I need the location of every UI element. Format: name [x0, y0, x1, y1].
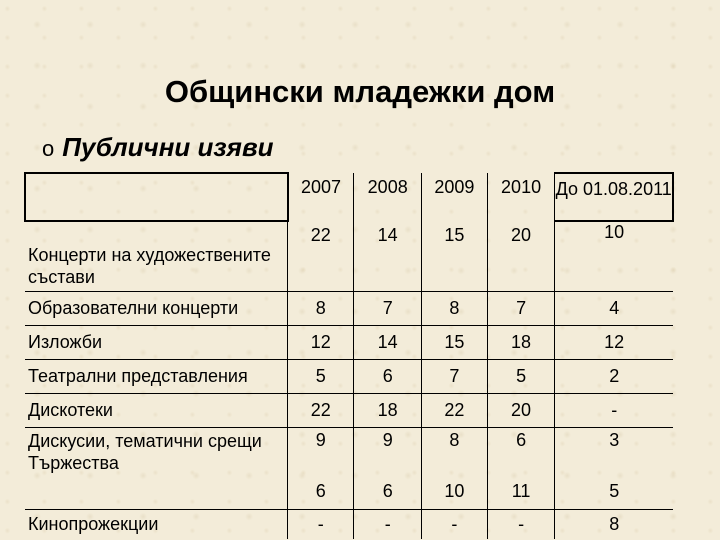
slide-title: Общински младежки дом — [164, 74, 556, 109]
cell-value: 8 — [288, 291, 354, 325]
cell-value: 3 — [609, 429, 620, 450]
cell-value: 12 — [288, 325, 354, 359]
row-label: Дискусии, тематични срещи — [28, 430, 262, 451]
cell-value: 6 — [354, 359, 422, 393]
cell-value: 7 — [354, 291, 422, 325]
cell-value: 6 — [315, 480, 326, 501]
table-row-merged — [25, 427, 673, 509]
cell-value: 14 — [354, 325, 422, 359]
cell-value: 8 — [555, 509, 673, 539]
table-row — [25, 359, 673, 393]
cell-value: 6 — [382, 480, 393, 501]
row-label: Концерти на художествените състави — [25, 221, 288, 291]
cell-value: - — [288, 509, 354, 539]
cell-value: 22 — [288, 393, 354, 427]
header-until-2011: До 01.08.2011 — [555, 173, 673, 221]
row-label: Образователни концерти — [25, 291, 288, 325]
cell-pair — [288, 427, 354, 509]
row-label: Изложби — [25, 325, 288, 359]
cell-value: - — [487, 509, 555, 539]
cell-pair — [555, 427, 673, 509]
cell-value: 10 — [555, 221, 673, 291]
cell-value: - — [422, 509, 488, 539]
cell-value: 12 — [555, 325, 673, 359]
header-year-2008: 2008 — [354, 173, 422, 221]
cell-value: 7 — [487, 291, 555, 325]
cell-value: 20 — [487, 393, 555, 427]
cell-value: 8 — [422, 291, 488, 325]
cell-value: 5 — [288, 359, 354, 393]
cell-value: 22 — [422, 393, 488, 427]
row-label: Тържества — [28, 452, 119, 473]
subtitle-text: Публични изяви — [62, 132, 274, 162]
cell-value: 7 — [422, 359, 488, 393]
table-header-row — [25, 173, 673, 221]
cell-value: 20 — [487, 221, 555, 291]
cell-value: 8 — [449, 429, 460, 450]
row-label: Кинопрожекции — [28, 514, 159, 535]
cell-value: 15 — [422, 221, 488, 291]
cell-value: - — [555, 393, 673, 427]
cell-value: 22 — [288, 221, 354, 291]
table-row — [25, 393, 673, 427]
cell-pair — [487, 427, 555, 509]
cell-value: 5 — [487, 359, 555, 393]
cell-pair — [422, 427, 488, 509]
cell-value: 18 — [354, 393, 422, 427]
cell-value: 14 — [354, 221, 422, 291]
cell-value: 2 — [555, 359, 673, 393]
cell-value: 9 — [382, 429, 393, 450]
row-label: Дискотеки — [25, 393, 288, 427]
row-label: Театрални представления — [25, 359, 288, 393]
cell-value: 9 — [315, 429, 326, 450]
cell-value: 11 — [511, 480, 531, 501]
cell-value: 18 — [487, 325, 555, 359]
table-row — [25, 221, 673, 291]
table-row — [25, 291, 673, 325]
bullet-circle-icon: o — [42, 136, 55, 161]
header-year-2007: 2007 — [288, 173, 354, 221]
header-year-2010: 2010 — [487, 173, 555, 221]
header-empty-cell — [25, 173, 288, 221]
events-table — [24, 172, 674, 539]
table-row — [25, 509, 673, 539]
subtitle-bullet — [42, 132, 274, 163]
cell-value: 15 — [422, 325, 488, 359]
cell-value: 5 — [609, 480, 620, 501]
cell-pair — [354, 427, 422, 509]
cell-value: 10 — [444, 480, 465, 501]
cell-value: 4 — [555, 291, 673, 325]
header-year-2009: 2009 — [422, 173, 488, 221]
cell-value: - — [354, 509, 422, 539]
cell-value: 6 — [516, 429, 527, 450]
row-label-group — [25, 427, 288, 509]
table-row — [25, 325, 673, 359]
